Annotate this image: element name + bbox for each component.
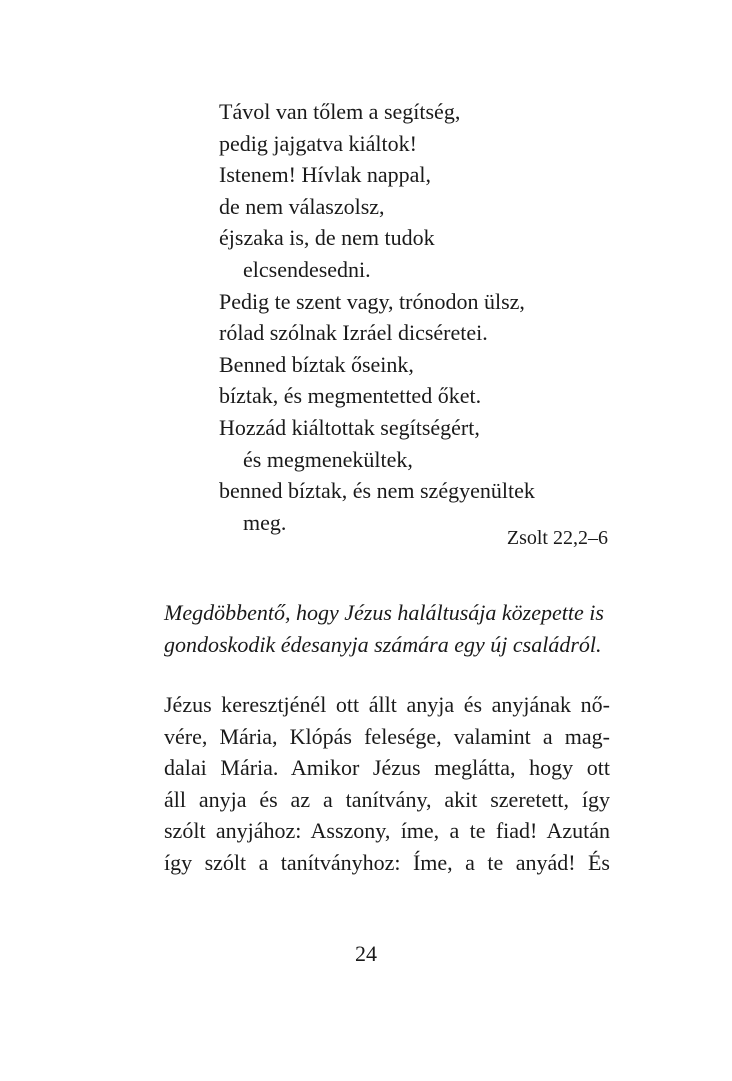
body-line: Jézus keresztjénél ott állt anyja és anyjának nő- [164, 692, 610, 717]
scripture-citation: Zsolt 22,2–6 [506, 527, 608, 549]
body-line: vére, Mária, Klópás felesége, valamint a mag- [164, 723, 610, 749]
body-paragraph [164, 689, 610, 879]
poem-line: Hozzád kiáltottak segítségért, [219, 414, 480, 440]
body-line: szólt anyjához: Asszony, íme, a te fiad! Azután [164, 818, 610, 844]
poem-line: Pedig te szent vagy, trónodon ülsz, [219, 288, 525, 314]
intro-line: Megdöbbentő, hogy Jézus haláltusája közepette is [164, 600, 604, 625]
poem-line: éjszaka is, de nem tudok [219, 225, 435, 251]
body-line: így szólt a tanítványhoz: Íme, a te anyád! És [164, 849, 610, 875]
poem-line: de nem válaszolsz, [219, 193, 385, 219]
psalm-poem [219, 96, 619, 538]
poem-line: Távol van tőlem a segítség, [219, 99, 461, 124]
poem-line: rólad szólnak Izráel dicséretei. [219, 320, 488, 346]
poem-line: bíztak, és megmentetted őket. [219, 383, 482, 409]
intro-line: gondoskodik édesanyja számára egy új családról. [164, 631, 602, 657]
page-number: 24 [355, 941, 377, 966]
poem-line: pedig jajgatva kiáltok! [219, 130, 417, 156]
poem-line-continuation: és megmenekültek, [243, 446, 413, 472]
poem-line: Benned bíztak őseink, [219, 351, 414, 377]
poem-line-continuation: meg. [243, 509, 287, 535]
poem-line-continuation: elcsendesedni. [243, 256, 371, 282]
body-line: áll anyja és az a tanítvány, akit szeretett, így [164, 786, 610, 812]
poem-line: Istenem! Hívlak nappal, [219, 162, 431, 188]
body-line: dalai Mária. Amikor Jézus meglátta, hogy ott [164, 755, 610, 781]
intro-paragraph [164, 597, 610, 660]
poem-line: benned bíztak, és nem szégyenültek [219, 478, 535, 504]
